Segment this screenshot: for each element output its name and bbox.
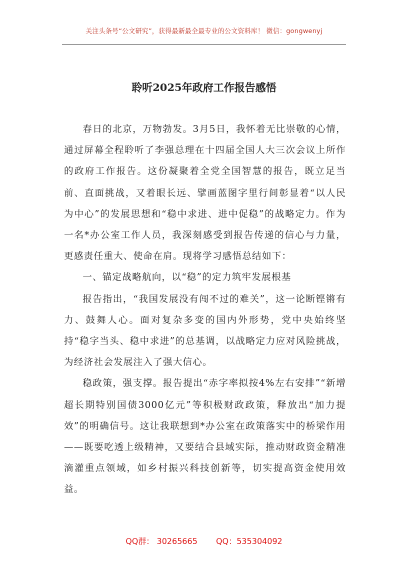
qq-contact-text: QQ：535304092 xyxy=(216,537,283,546)
intro-paragraph: 春日的北京，万物勃发。3月5日，我怀着无比崇敬的心情，通过屏幕全程聆听了李强总理在十四届全国人大三次会议上所作的政府工作报告。这份凝聚着全党全国智慧的报告，既立足当前、直面挑战，又着眼长远、擘画蓝图字里行间彰显着“以人民为中心”的发展思想和“稳中求进、进中促稳”的战略定力。作为一名*办公室工作人员，我深刻感受到报告传递的信心与力量，更感责任重大、使命在肩。现将学习感悟总结如下： xyxy=(64,124,346,263)
body-paragraph: 报告指出，“我国发展没有闯不过的难关”，这一论断铿锵有力、鼓舞人心。面对复杂多变的国内外形势，党中央始终坚持“稳字当头、稳中求进”的总基调，以战略定力应对风险挑战，为经济社会发展注入了强大信心。 xyxy=(64,293,346,369)
promo-header: 关注头条号“公文研究”，获得最新最全最专业的公文资料库！ 微信：gongwenyj xyxy=(85,27,323,35)
body-paragraph: 稳政策，强支撑。报告提出“赤字率拟按4%左右安排”“新增超长期特别国债3000亿元”等积极财政政策，释放出“加力提效”的明确信号。这让我联想到*办公室在政策落实中的桥梁作用——既要吃透上级精神，又要结合县域实际，推动财政资金精准滴灌重点领域，如乡村振兴科技创新等，切实提高资金使用效益。 xyxy=(64,378,346,496)
qq-group-text: QQ群： 30265665 xyxy=(125,537,198,546)
contact-footer xyxy=(0,536,408,547)
header-divider xyxy=(62,44,346,45)
section-heading-1: 一、锚定战略航向，以“稳”的定力筑牢发展根基 xyxy=(82,272,292,284)
document-title: 聆听2025年政府工作报告感悟 xyxy=(131,82,277,94)
document-body xyxy=(64,119,346,501)
